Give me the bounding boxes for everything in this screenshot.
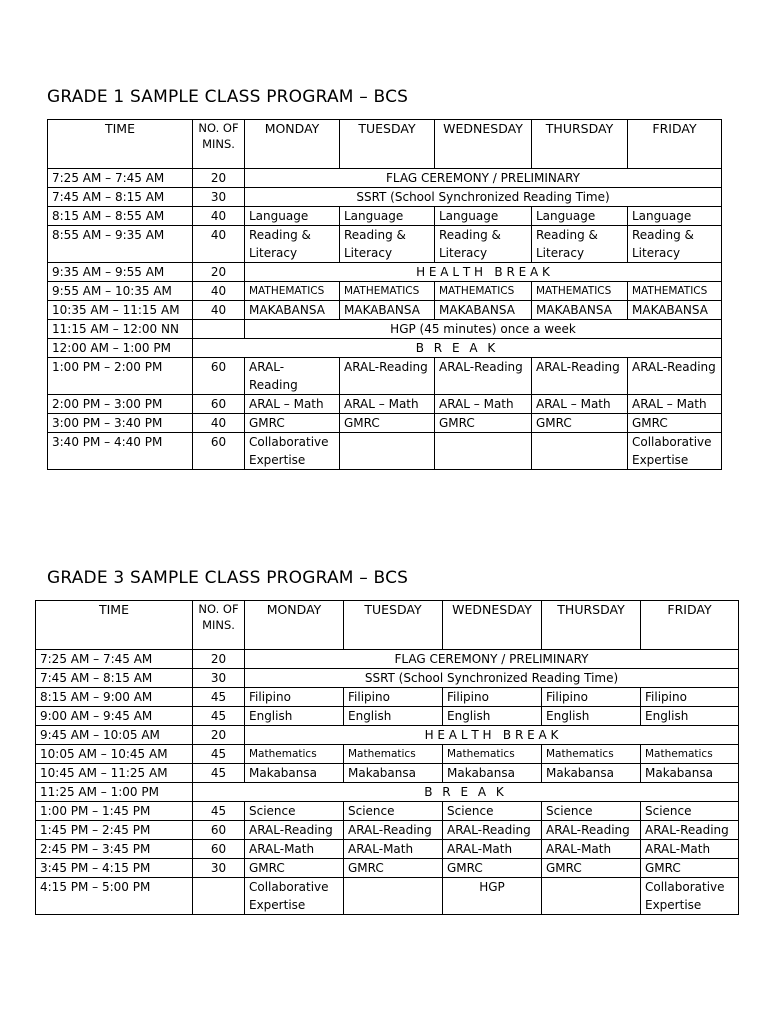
time-cell: 7:45 AM – 8:15 AM (48, 188, 193, 207)
friday-cell: Makabansa (641, 764, 739, 783)
mins-cell: 45 (193, 764, 245, 783)
wednesday-cell: GMRC (443, 859, 542, 878)
monday-cell: Collaborative Expertise (245, 433, 340, 470)
header-wednesday: WEDNESDAY (443, 601, 542, 650)
table-row (36, 707, 739, 726)
thursday-cell: Mathematics (542, 745, 641, 764)
mins-cell: 20 (193, 726, 245, 745)
thursday-cell: ARAL – Math (532, 395, 628, 414)
monday-cell: Filipino (245, 688, 344, 707)
tuesday-cell: English (344, 707, 443, 726)
table-row (48, 169, 722, 188)
tuesday-cell: Reading & Literacy (340, 226, 435, 263)
time-cell: 2:45 PM – 3:45 PM (36, 840, 193, 859)
time-cell: 3:45 PM – 4:15 PM (36, 859, 193, 878)
thursday-cell: MAKABANSA (532, 301, 628, 320)
monday-cell: ARAL- Reading (245, 358, 340, 395)
friday-cell: Reading & Literacy (628, 226, 722, 263)
table-row (36, 669, 739, 688)
mins-cell: 40 (193, 207, 245, 226)
time-cell: 9:35 AM – 9:55 AM (48, 263, 193, 282)
monday-cell: Reading & Literacy (245, 226, 340, 263)
header-mins: NO. OF MINS. (193, 601, 245, 650)
thursday-cell (542, 878, 641, 915)
mins-cell: 60 (193, 433, 245, 470)
mins-cell: 20 (193, 263, 245, 282)
table-row (48, 414, 722, 433)
thursday-cell: Reading & Literacy (532, 226, 628, 263)
grade3-title: GRADE 3 SAMPLE CLASS PROGRAM – BCS (47, 568, 409, 588)
wednesday-cell: ARAL-Math (443, 840, 542, 859)
mins-cell: 45 (193, 745, 245, 764)
friday-cell: MATHEMATICS (628, 282, 722, 301)
break-cell: B R E A K (193, 783, 739, 802)
mins-cell (193, 878, 245, 915)
table-row (36, 745, 739, 764)
time-cell: 10:35 AM – 11:15 AM (48, 301, 193, 320)
monday-cell: MATHEMATICS (245, 282, 340, 301)
table-row (48, 282, 722, 301)
friday-cell: Science (641, 802, 739, 821)
time-cell: 1:45 PM – 2:45 PM (36, 821, 193, 840)
friday-cell: Mathematics (641, 745, 739, 764)
time-cell: 8:15 AM – 9:00 AM (36, 688, 193, 707)
header-tuesday: TUESDAY (340, 120, 435, 169)
header-time: TIME (36, 601, 193, 650)
header-tuesday: TUESDAY (344, 601, 443, 650)
wednesday-cell: MAKABANSA (435, 301, 532, 320)
time-cell: 12:00 AM – 1:00 PM (48, 339, 193, 358)
grade1-schedule-table (47, 119, 722, 470)
mins-cell (193, 320, 245, 339)
header-row (48, 120, 722, 169)
friday-cell: Language (628, 207, 722, 226)
thursday-cell: Science (542, 802, 641, 821)
tuesday-cell: Makabansa (344, 764, 443, 783)
table-row (36, 764, 739, 783)
tuesday-cell: GMRC (340, 414, 435, 433)
time-cell: 8:55 AM – 9:35 AM (48, 226, 193, 263)
table-row (48, 263, 722, 282)
time-cell: 10:05 AM – 10:45 AM (36, 745, 193, 764)
header-monday: MONDAY (245, 120, 340, 169)
time-cell: 4:15 PM – 5:00 PM (36, 878, 193, 915)
table-row (36, 688, 739, 707)
time-cell: 9:55 AM – 10:35 AM (48, 282, 193, 301)
friday-cell: ARAL – Math (628, 395, 722, 414)
span-cell: SSRT (School Synchronized Reading Time) (245, 669, 739, 688)
mins-cell: 60 (193, 840, 245, 859)
table-row (48, 188, 722, 207)
health-break-cell: H E A L T H B R E A K (245, 726, 739, 745)
table-row (48, 301, 722, 320)
mins-cell: 45 (193, 707, 245, 726)
tuesday-cell: Mathematics (344, 745, 443, 764)
friday-cell: ARAL-Reading (628, 358, 722, 395)
table-row (36, 726, 739, 745)
span-cell: FLAG CEREMONY / PRELIMINARY (245, 169, 722, 188)
span-cell: FLAG CEREMONY / PRELIMINARY (245, 650, 739, 669)
tuesday-cell: MATHEMATICS (340, 282, 435, 301)
header-thursday: THURSDAY (532, 120, 628, 169)
wednesday-cell (435, 433, 532, 470)
table-row (36, 840, 739, 859)
time-cell: 9:45 AM – 10:05 AM (36, 726, 193, 745)
monday-cell: Science (245, 802, 344, 821)
header-friday: FRIDAY (628, 120, 722, 169)
table-row (36, 821, 739, 840)
span-cell: SSRT (School Synchronized Reading Time) (245, 188, 722, 207)
friday-cell: Filipino (641, 688, 739, 707)
wednesday-cell: HGP (443, 878, 542, 915)
mins-cell: 60 (193, 358, 245, 395)
tuesday-cell: Filipino (344, 688, 443, 707)
friday-cell: GMRC (641, 859, 739, 878)
time-cell: 1:00 PM – 2:00 PM (48, 358, 193, 395)
thursday-cell: GMRC (542, 859, 641, 878)
friday-cell: GMRC (628, 414, 722, 433)
monday-cell: ARAL-Reading (245, 821, 344, 840)
tuesday-cell: ARAL-Reading (340, 358, 435, 395)
time-cell: 3:00 PM – 3:40 PM (48, 414, 193, 433)
mins-cell: 40 (193, 414, 245, 433)
tuesday-cell: MAKABANSA (340, 301, 435, 320)
time-cell: 7:45 AM – 8:15 AM (36, 669, 193, 688)
table-row (48, 226, 722, 263)
wednesday-cell: Mathematics (443, 745, 542, 764)
monday-cell: ARAL – Math (245, 395, 340, 414)
friday-cell: Collaborative Expertise (628, 433, 722, 470)
header-time: TIME (48, 120, 193, 169)
friday-cell: ARAL-Reading (641, 821, 739, 840)
mins-cell: 20 (193, 169, 245, 188)
time-cell: 7:25 AM – 7:45 AM (36, 650, 193, 669)
wednesday-cell: English (443, 707, 542, 726)
health-break-cell: H E A L T H B R E A K (245, 263, 722, 282)
monday-cell: Language (245, 207, 340, 226)
thursday-cell: ARAL-Reading (532, 358, 628, 395)
header-mins: NO. OF MINS. (193, 120, 245, 169)
mins-cell: 30 (193, 669, 245, 688)
thursday-cell: Makabansa (542, 764, 641, 783)
grade1-title: GRADE 1 SAMPLE CLASS PROGRAM – BCS (47, 87, 409, 107)
time-cell: 11:15 AM – 12:00 NN (48, 320, 193, 339)
friday-cell: English (641, 707, 739, 726)
time-cell: 8:15 AM – 8:55 AM (48, 207, 193, 226)
mins-cell: 60 (193, 395, 245, 414)
mins-cell: 30 (193, 859, 245, 878)
monday-cell: GMRC (245, 414, 340, 433)
table-row (48, 395, 722, 414)
table-row (48, 433, 722, 470)
mins-cell: 45 (193, 802, 245, 821)
monday-cell: ARAL-Math (245, 840, 344, 859)
mins-cell: 30 (193, 188, 245, 207)
mins-cell: 40 (193, 226, 245, 263)
monday-cell: Collaborative Expertise (245, 878, 344, 915)
time-cell: 1:00 PM – 1:45 PM (36, 802, 193, 821)
thursday-cell: Language (532, 207, 628, 226)
mins-cell: 60 (193, 821, 245, 840)
wednesday-cell: Language (435, 207, 532, 226)
wednesday-cell: Reading & Literacy (435, 226, 532, 263)
span-cell: HGP (45 minutes) once a week (245, 320, 722, 339)
time-cell: 3:40 PM – 4:40 PM (48, 433, 193, 470)
header-monday: MONDAY (245, 601, 344, 650)
grade3-schedule-table (35, 600, 739, 915)
tuesday-cell (344, 878, 443, 915)
mins-cell: 45 (193, 688, 245, 707)
monday-cell: Makabansa (245, 764, 344, 783)
time-cell: 9:00 AM – 9:45 AM (36, 707, 193, 726)
monday-cell: English (245, 707, 344, 726)
thursday-cell (532, 433, 628, 470)
mins-cell: 40 (193, 282, 245, 301)
thursday-cell: English (542, 707, 641, 726)
table-row (48, 207, 722, 226)
tuesday-cell: Language (340, 207, 435, 226)
wednesday-cell: Science (443, 802, 542, 821)
thursday-cell: ARAL-Reading (542, 821, 641, 840)
table-row (36, 802, 739, 821)
time-cell: 2:00 PM – 3:00 PM (48, 395, 193, 414)
thursday-cell: MATHEMATICS (532, 282, 628, 301)
table-row (48, 358, 722, 395)
monday-cell: Mathematics (245, 745, 344, 764)
wednesday-cell: Filipino (443, 688, 542, 707)
monday-cell: MAKABANSA (245, 301, 340, 320)
friday-cell: MAKABANSA (628, 301, 722, 320)
header-friday: FRIDAY (641, 601, 739, 650)
time-cell: 10:45 AM – 11:25 AM (36, 764, 193, 783)
thursday-cell: GMRC (532, 414, 628, 433)
header-thursday: THURSDAY (542, 601, 641, 650)
tuesday-cell: ARAL-Math (344, 840, 443, 859)
header-row (36, 601, 739, 650)
tuesday-cell: Science (344, 802, 443, 821)
wednesday-cell: MATHEMATICS (435, 282, 532, 301)
time-cell: 7:25 AM – 7:45 AM (48, 169, 193, 188)
tuesday-cell: ARAL-Reading (344, 821, 443, 840)
table-row (36, 783, 739, 802)
tuesday-cell (340, 433, 435, 470)
break-cell: B R E A K (193, 339, 722, 358)
wednesday-cell: ARAL – Math (435, 395, 532, 414)
mins-cell: 20 (193, 650, 245, 669)
header-wednesday: WEDNESDAY (435, 120, 532, 169)
thursday-cell: Filipino (542, 688, 641, 707)
table-row (36, 859, 739, 878)
monday-cell: GMRC (245, 859, 344, 878)
table-row (48, 339, 722, 358)
tuesday-cell: ARAL – Math (340, 395, 435, 414)
time-cell: 11:25 AM – 1:00 PM (36, 783, 193, 802)
wednesday-cell: ARAL-Reading (435, 358, 532, 395)
table-row (36, 650, 739, 669)
friday-cell: ARAL-Math (641, 840, 739, 859)
mins-cell: 40 (193, 301, 245, 320)
thursday-cell: ARAL-Math (542, 840, 641, 859)
table-row (48, 320, 722, 339)
table-row (36, 878, 739, 915)
wednesday-cell: ARAL-Reading (443, 821, 542, 840)
wednesday-cell: Makabansa (443, 764, 542, 783)
tuesday-cell: GMRC (344, 859, 443, 878)
friday-cell: Collaborative Expertise (641, 878, 739, 915)
wednesday-cell: GMRC (435, 414, 532, 433)
